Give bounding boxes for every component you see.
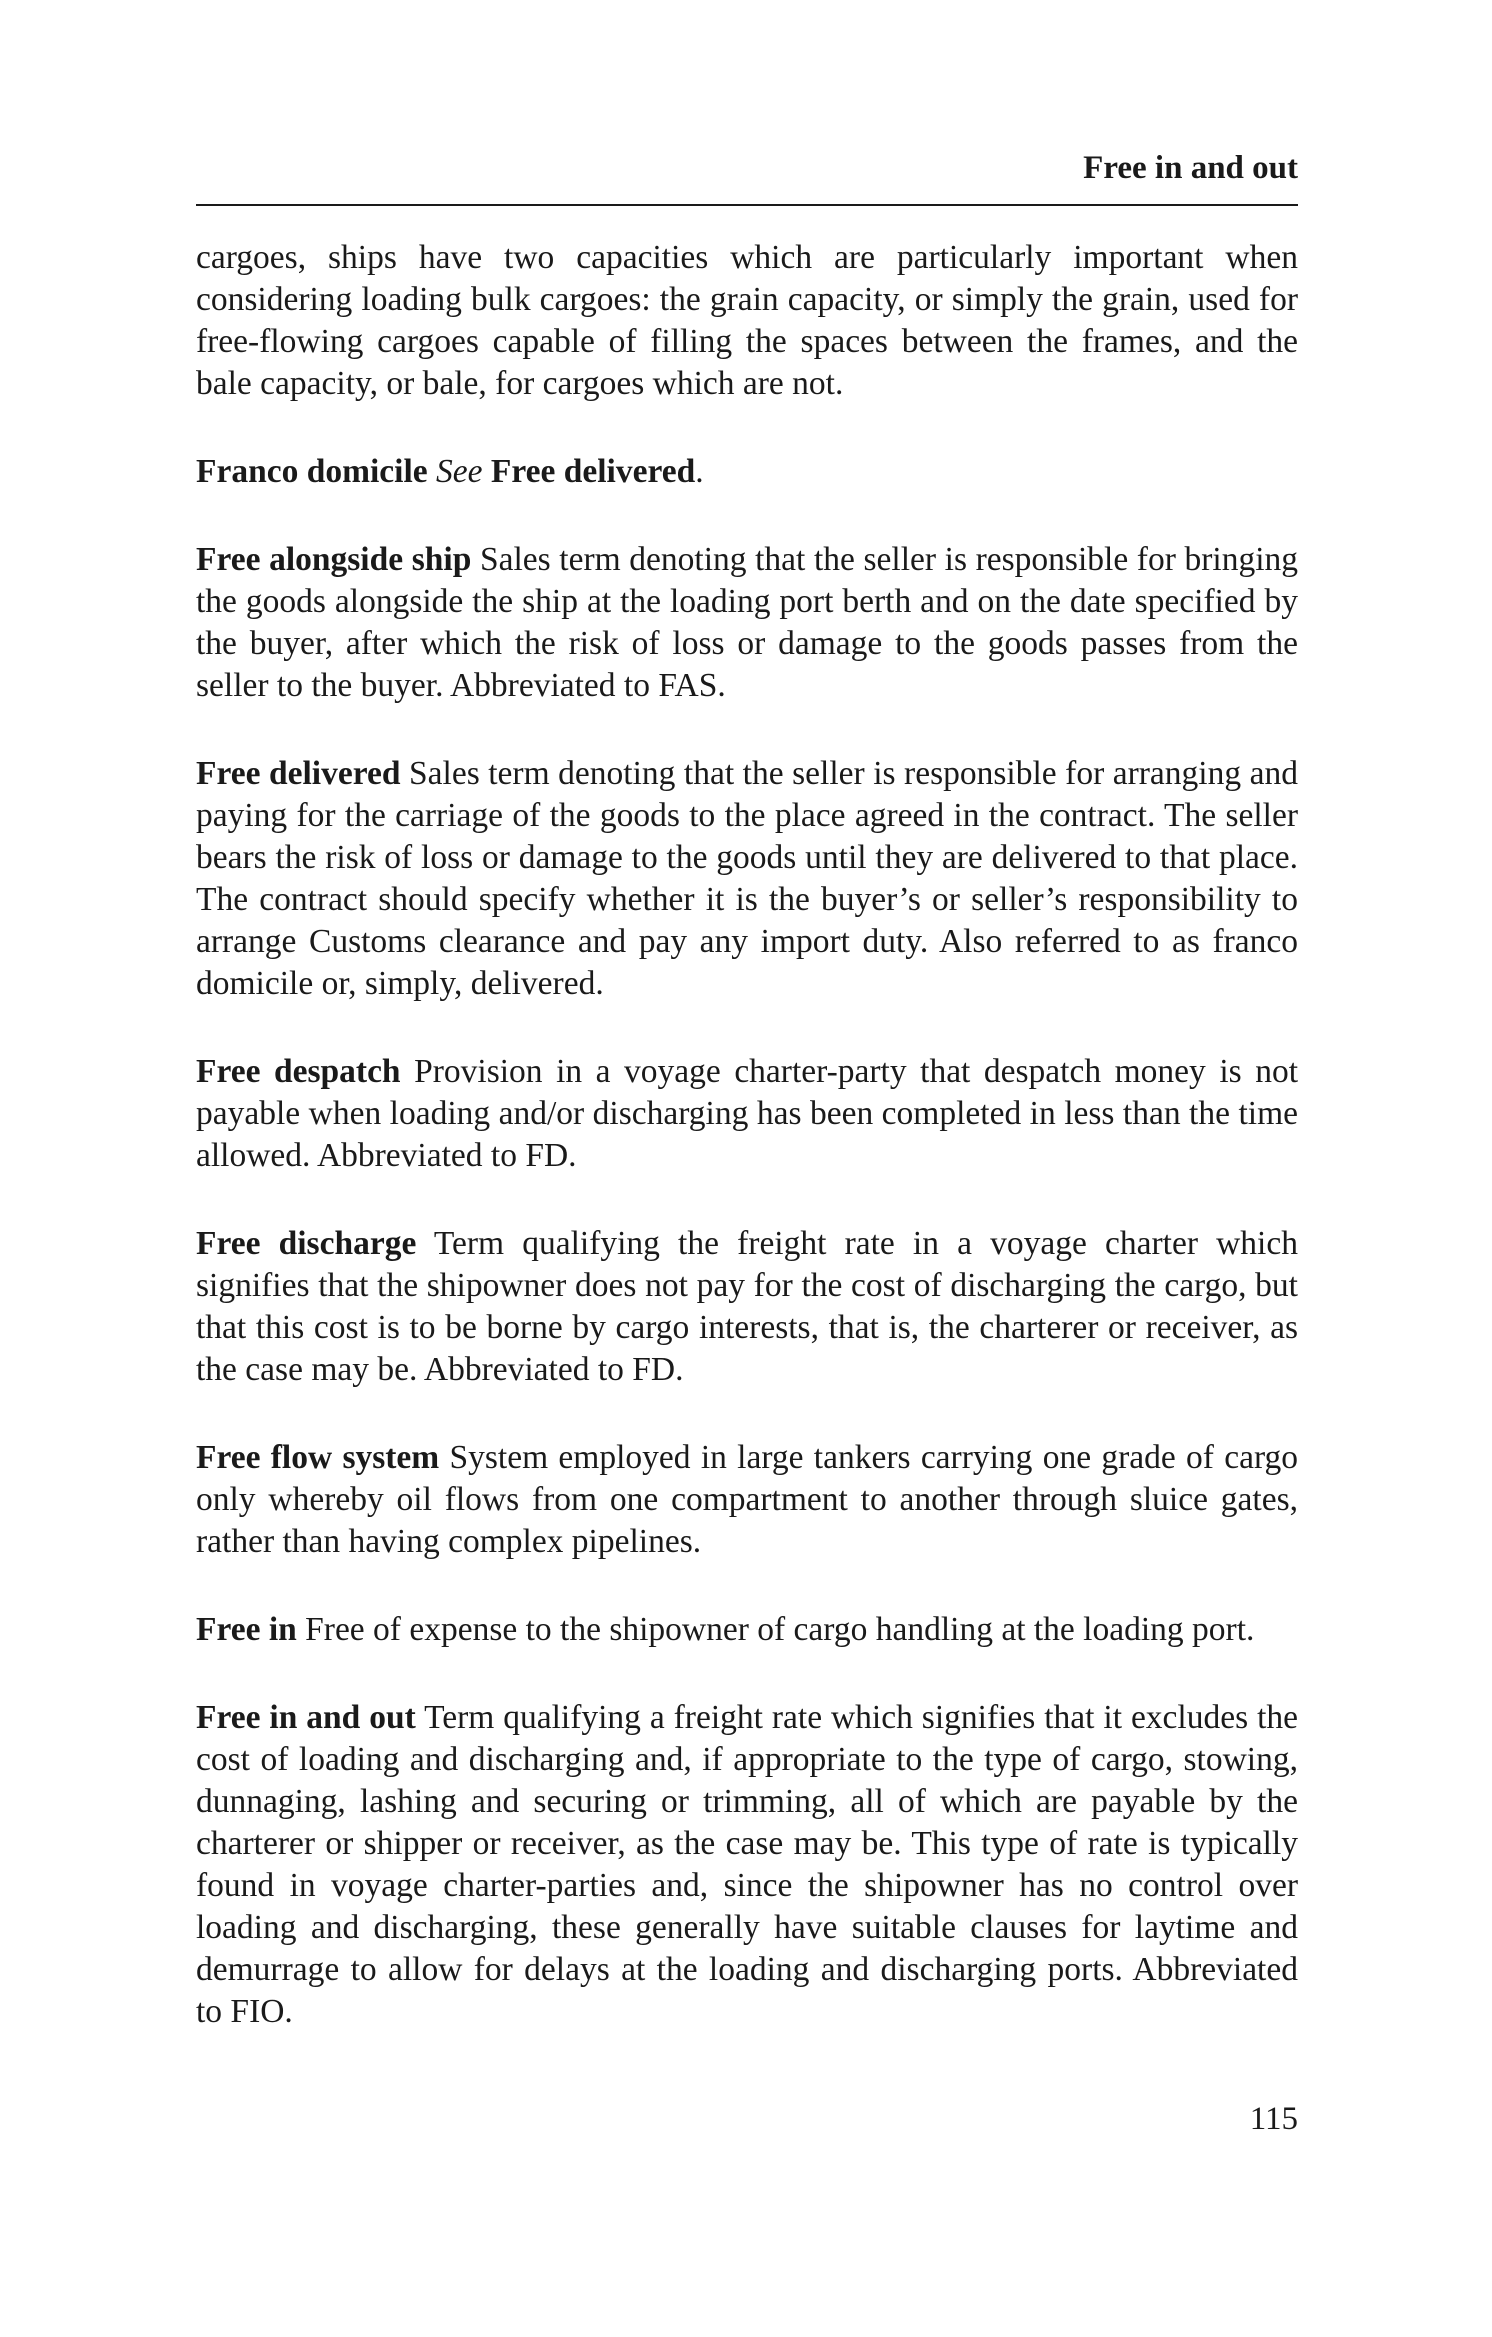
entry-definition: Free of expense to the shipowner of cargo handling at the loading port. — [305, 1611, 1255, 1648]
entry-term: Free despatch — [196, 1053, 401, 1090]
book-page — [196, 0, 1298, 2337]
entry-definition: Sales term denoting that the seller is responsible for arranging and paying for the carriage of the goods to the place agreed in the contract. The seller bears the risk of loss or damage to the goods until they are delivered to that place. The contract should specify whether it is the buyer’s or seller’s responsibility to arrange Customs clearance and pay any import duty. Also referred to as franco domicile or, simply, delivered. — [196, 755, 1298, 1002]
entry-free-in-and-out — [196, 1697, 1298, 2033]
glossary-body — [196, 237, 1298, 2079]
entry-term: Free discharge — [196, 1225, 417, 1262]
entry-term: Free in — [196, 1611, 297, 1648]
entry-definition: Sales term denoting that the seller is responsible for bringing the goods alongside the ship at the loading port berth and on the date specified by the buyer, after which the risk of loss or damage to the goods passes from the seller to the buyer. Abbreviated to FAS. — [196, 541, 1298, 704]
header-rule — [196, 204, 1298, 206]
continuation-paragraph: cargoes, ships have two capacities which are particularly important when considering loading bulk cargoes: the grain capacity, or simply the grain, used for free-flowing cargoes capable of filling the spaces between the frames, and the bale capacity, or bale, for cargoes which are not. — [196, 239, 1298, 402]
entry-free-flow-system — [196, 1437, 1298, 1563]
entry-free-despatch — [196, 1051, 1298, 1177]
entry-term: Free in and out — [196, 1699, 416, 1736]
entry-free-alongside-ship — [196, 539, 1298, 707]
entry-free-discharge — [196, 1223, 1298, 1391]
entry-term: Free flow system — [196, 1439, 440, 1476]
entry-term: Franco domicile — [196, 453, 428, 490]
page-number: 115 — [1249, 2101, 1298, 2137]
entry-franco-domicile — [196, 451, 1298, 493]
entry-definition: Term qualifying a freight rate which signifies that it excludes the cost of loading and discharging and, if appropriate to the type of cargo, stowing, dunnaging, lashing and securing or trimming, all of which are payable by the charterer or shipper or receiver, as the case may be. This type of rate is typically found in voyage charter-parties and, since the shipowner has no control over loading and discharging, these generally have suitable clauses for laytime and demurrage to allow for delays at the loading and discharging ports. Abbreviated to FIO. — [196, 1699, 1298, 2030]
entry-term: Free alongside ship — [196, 541, 472, 578]
entry-free-in — [196, 1609, 1298, 1651]
see-label: See — [436, 453, 483, 490]
cross-reference[interactable]: Free delivered — [490, 453, 696, 490]
running-head: Free in and out — [1083, 150, 1298, 186]
entry-definition: System employed in large tankers carrying one grade of cargo only whereby oil flows from one compartment to another through sluice gates, rather than having complex pipelines. — [196, 1439, 1299, 1560]
entry-end-punctuation: . — [695, 453, 704, 490]
entry-term: Free delivered — [196, 755, 401, 792]
entry-definition: Provision in a voyage charter-party that despatch money is not payable when loading and/or discharging has been completed in less than the time allowed. Abbreviated to FD. — [196, 1053, 1298, 1174]
entry-definition: Term qualifying the freight rate in a voyage charter which signifies that the shipowner does not pay for the cost of discharging the cargo, but that this cost is to be borne by cargo interests, that is, the charterer or receiver, as the case may be. Abbreviated to FD. — [196, 1225, 1298, 1388]
entry-free-delivered — [196, 753, 1298, 1005]
